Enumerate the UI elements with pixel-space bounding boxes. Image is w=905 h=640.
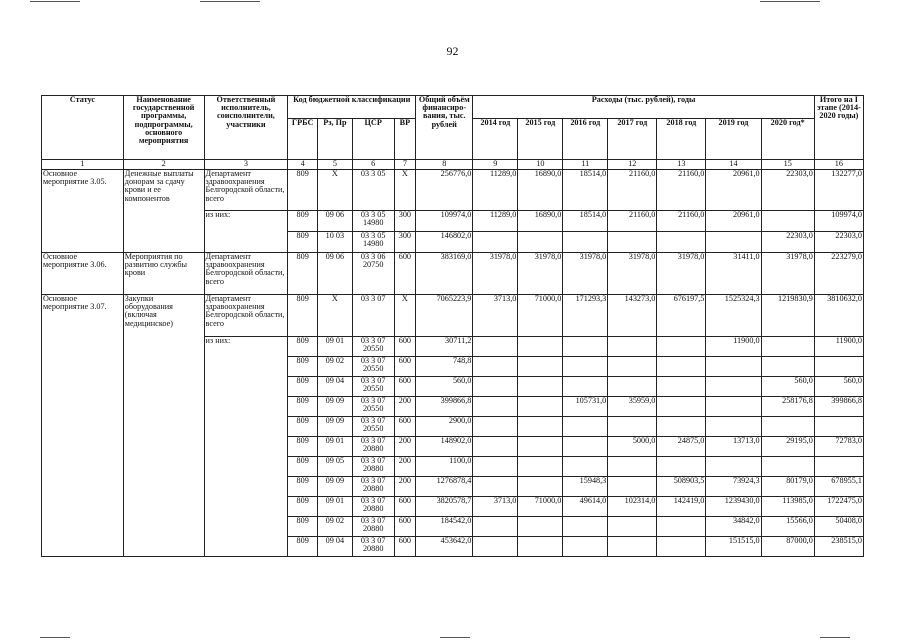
rzpr-cell: 09 02 bbox=[317, 517, 352, 537]
year-value-cell: 31978,0 bbox=[473, 253, 518, 295]
year-value-cell: 1219830,9 bbox=[761, 295, 814, 337]
header-year-2014: 2014 год bbox=[473, 119, 518, 160]
year-value-cell: 22303,0 bbox=[761, 170, 814, 211]
csr-cell: 03 3 07 bbox=[352, 295, 394, 337]
year-value-cell: 142419,0 bbox=[657, 497, 706, 517]
vr-cell: 600 bbox=[394, 537, 415, 557]
column-number: 14 bbox=[706, 160, 761, 170]
year-value-cell: 80179,0 bbox=[761, 477, 814, 497]
rzpr-cell: 10 03 bbox=[317, 232, 352, 253]
table-row bbox=[42, 253, 864, 295]
year-value-cell bbox=[473, 357, 518, 377]
name-cell: Мероприятия по развитию службы крови bbox=[123, 253, 204, 295]
total-volume-cell: 560,0 bbox=[416, 377, 473, 397]
year-value-cell bbox=[608, 357, 657, 377]
year-value-cell bbox=[608, 537, 657, 557]
vr-cell: Х bbox=[394, 295, 415, 337]
grbs-cell: 809 bbox=[288, 537, 318, 557]
header-year-2017: 2017 год bbox=[608, 119, 657, 160]
total-volume-cell: 256776,0 bbox=[416, 170, 473, 211]
budget-table bbox=[41, 95, 864, 557]
year-value-cell bbox=[518, 457, 563, 477]
year-value-cell bbox=[657, 357, 706, 377]
year-value-cell bbox=[706, 232, 761, 253]
year-value-cell bbox=[657, 377, 706, 397]
column-number: 6 bbox=[352, 160, 394, 170]
csr-cell: 03 3 07 20880 bbox=[352, 437, 394, 457]
stage-total-cell: 678955,1 bbox=[814, 477, 863, 497]
status-cell: Основное мероприятие 3.05. bbox=[42, 170, 124, 253]
total-volume-cell: 383169,0 bbox=[416, 253, 473, 295]
year-value-cell bbox=[563, 357, 608, 377]
rzpr-cell: 09 04 bbox=[317, 377, 352, 397]
year-value-cell bbox=[518, 437, 563, 457]
year-value-cell bbox=[563, 337, 608, 357]
year-value-cell: 73924,3 bbox=[706, 477, 761, 497]
year-value-cell bbox=[473, 477, 518, 497]
year-value-cell: 21160,0 bbox=[608, 211, 657, 232]
year-value-cell bbox=[518, 232, 563, 253]
header-total-volume: Общий объём финансиро-вания, тыс. рублей bbox=[416, 96, 473, 160]
year-value-cell: 24875,0 bbox=[657, 437, 706, 457]
year-value-cell bbox=[518, 337, 563, 357]
vr-cell: Х bbox=[394, 170, 415, 211]
responsible-sub-cell: из них: bbox=[204, 211, 288, 253]
header-stage-total: Итого на I этапе (2014-2020 годы) bbox=[814, 96, 863, 160]
year-value-cell bbox=[706, 377, 761, 397]
year-value-cell bbox=[473, 397, 518, 417]
column-number: 13 bbox=[657, 160, 706, 170]
rzpr-cell: Х bbox=[317, 295, 352, 337]
year-value-cell bbox=[563, 537, 608, 557]
year-value-cell: 3713,0 bbox=[473, 295, 518, 337]
year-value-cell bbox=[657, 232, 706, 253]
year-value-cell bbox=[518, 417, 563, 437]
rzpr-cell: 09 06 bbox=[317, 253, 352, 295]
column-number: 4 bbox=[288, 160, 318, 170]
csr-cell: 03 3 07 20880 bbox=[352, 477, 394, 497]
column-number: 11 bbox=[563, 160, 608, 170]
rzpr-cell: 09 09 bbox=[317, 477, 352, 497]
responsible-cell: Департамент здравоохранения Белгородской области, всего bbox=[204, 170, 288, 211]
year-value-cell: 258176,8 bbox=[761, 397, 814, 417]
csr-cell: 03 3 07 20550 bbox=[352, 417, 394, 437]
year-value-cell bbox=[608, 377, 657, 397]
rzpr-cell: 09 01 bbox=[317, 337, 352, 357]
header-vr: ВР bbox=[394, 119, 415, 160]
column-number: 10 bbox=[518, 160, 563, 170]
year-value-cell bbox=[518, 477, 563, 497]
vr-cell: 600 bbox=[394, 497, 415, 517]
total-volume-cell: 3820578,7 bbox=[416, 497, 473, 517]
page-number: 92 bbox=[446, 44, 459, 58]
year-value-cell bbox=[706, 397, 761, 417]
vr-cell: 200 bbox=[394, 437, 415, 457]
year-value-cell: 87000,0 bbox=[761, 537, 814, 557]
rzpr-cell: 09 02 bbox=[317, 357, 352, 377]
status-cell: Основное мероприятие 3.06. bbox=[42, 253, 124, 295]
stage-total-cell: 50408,0 bbox=[814, 517, 863, 537]
grbs-cell: 809 bbox=[288, 211, 318, 232]
grbs-cell: 809 bbox=[288, 253, 318, 295]
total-volume-cell: 184542,0 bbox=[416, 517, 473, 537]
year-value-cell: 29195,0 bbox=[761, 437, 814, 457]
year-value-cell: 13713,0 bbox=[706, 437, 761, 457]
year-value-cell bbox=[563, 517, 608, 537]
csr-cell: 03 3 07 20880 bbox=[352, 497, 394, 517]
stage-total-cell bbox=[814, 357, 863, 377]
total-volume-cell: 1100,0 bbox=[416, 457, 473, 477]
responsible-sub-cell: из них: bbox=[204, 337, 288, 557]
year-value-cell bbox=[563, 232, 608, 253]
year-value-cell bbox=[518, 517, 563, 537]
year-value-cell: 16890,0 bbox=[518, 211, 563, 232]
year-value-cell: 171293,3 bbox=[563, 295, 608, 337]
year-value-cell: 3713,0 bbox=[473, 497, 518, 517]
year-value-cell: 49614,0 bbox=[563, 497, 608, 517]
year-value-cell: 71000,0 bbox=[518, 497, 563, 517]
table-row bbox=[42, 170, 864, 211]
year-value-cell: 31978,0 bbox=[563, 253, 608, 295]
grbs-cell: 809 bbox=[288, 417, 318, 437]
csr-cell: 03 3 07 20880 bbox=[352, 537, 394, 557]
grbs-cell: 809 bbox=[288, 337, 318, 357]
csr-cell: 03 3 05 14980 bbox=[352, 211, 394, 232]
year-value-cell: 151515,0 bbox=[706, 537, 761, 557]
stage-total-cell: 3810632,0 bbox=[814, 295, 863, 337]
year-value-cell bbox=[518, 537, 563, 557]
year-value-cell: 102314,0 bbox=[608, 497, 657, 517]
year-value-cell: 71000,0 bbox=[518, 295, 563, 337]
vr-cell: 600 bbox=[394, 517, 415, 537]
total-volume-cell: 453642,0 bbox=[416, 537, 473, 557]
vr-cell: 600 bbox=[394, 357, 415, 377]
year-value-cell bbox=[761, 457, 814, 477]
year-value-cell: 31411,0 bbox=[706, 253, 761, 295]
year-value-cell bbox=[761, 211, 814, 232]
vr-cell: 600 bbox=[394, 417, 415, 437]
header-csr: ЦСР bbox=[352, 119, 394, 160]
status-cell: Основное мероприятие 3.07. bbox=[42, 295, 124, 557]
year-value-cell bbox=[518, 377, 563, 397]
column-number: 2 bbox=[123, 160, 204, 170]
responsible-cell: Департамент здравоохранения Белгородской области, всего bbox=[204, 295, 288, 337]
scan-line-top-right bbox=[760, 1, 820, 2]
year-value-cell bbox=[608, 477, 657, 497]
grbs-cell: 809 bbox=[288, 295, 318, 337]
stage-total-cell: 399866,8 bbox=[814, 397, 863, 417]
year-value-cell bbox=[657, 457, 706, 477]
name-cell: Денежные выплаты донорам за сдачу крови и ее компонентов bbox=[123, 170, 204, 253]
year-value-cell bbox=[608, 457, 657, 477]
column-number: 7 bbox=[394, 160, 415, 170]
year-value-cell bbox=[473, 517, 518, 537]
rzpr-cell: 09 01 bbox=[317, 497, 352, 517]
header-year-2016: 2016 год bbox=[563, 119, 608, 160]
stage-total-cell bbox=[814, 417, 863, 437]
stage-total-cell: 132277,0 bbox=[814, 170, 863, 211]
year-value-cell bbox=[706, 457, 761, 477]
year-value-cell bbox=[657, 397, 706, 417]
year-value-cell: 31978,0 bbox=[657, 253, 706, 295]
stage-total-cell: 22303,0 bbox=[814, 232, 863, 253]
year-value-cell bbox=[657, 517, 706, 537]
year-value-cell bbox=[563, 417, 608, 437]
csr-cell: 03 3 07 20550 bbox=[352, 337, 394, 357]
year-value-cell: 105731,0 bbox=[563, 397, 608, 417]
year-value-cell: 20961,0 bbox=[706, 170, 761, 211]
total-volume-cell: 399866,8 bbox=[416, 397, 473, 417]
column-number: 12 bbox=[608, 160, 657, 170]
year-value-cell: 560,0 bbox=[761, 377, 814, 397]
header-grbs: ГРБС bbox=[288, 119, 318, 160]
csr-cell: 03 3 07 20880 bbox=[352, 517, 394, 537]
column-number: 5 bbox=[317, 160, 352, 170]
year-value-cell bbox=[761, 417, 814, 437]
header-year-2019: 2019 год bbox=[706, 119, 761, 160]
year-value-cell: 18514,0 bbox=[563, 211, 608, 232]
year-value-cell: 16890,0 bbox=[518, 170, 563, 211]
year-value-cell bbox=[518, 397, 563, 417]
grbs-cell: 809 bbox=[288, 357, 318, 377]
column-number: 9 bbox=[473, 160, 518, 170]
year-value-cell: 20961,0 bbox=[706, 211, 761, 232]
year-value-cell: 18514,0 bbox=[563, 170, 608, 211]
rzpr-cell: 09 09 bbox=[317, 397, 352, 417]
scan-line-bottom-right bbox=[820, 637, 850, 638]
csr-cell: 03 3 06 20750 bbox=[352, 253, 394, 295]
grbs-cell: 809 bbox=[288, 232, 318, 253]
csr-cell: 03 3 07 20550 bbox=[352, 357, 394, 377]
grbs-cell: 809 bbox=[288, 517, 318, 537]
column-number: 16 bbox=[814, 160, 863, 170]
stage-total-cell: 72783,0 bbox=[814, 437, 863, 457]
total-volume-cell: 148902,0 bbox=[416, 437, 473, 457]
rzpr-cell: 09 04 bbox=[317, 537, 352, 557]
csr-cell: 03 3 07 20880 bbox=[352, 457, 394, 477]
year-value-cell bbox=[473, 437, 518, 457]
year-value-cell bbox=[657, 417, 706, 437]
grbs-cell: 809 bbox=[288, 397, 318, 417]
year-value-cell bbox=[657, 537, 706, 557]
rzpr-cell: 09 01 bbox=[317, 437, 352, 457]
grbs-cell: 809 bbox=[288, 497, 318, 517]
table-row bbox=[42, 295, 864, 337]
year-value-cell: 113985,0 bbox=[761, 497, 814, 517]
year-value-cell: 1239430,0 bbox=[706, 497, 761, 517]
csr-cell: 03 3 05 bbox=[352, 170, 394, 211]
year-value-cell: 15566,0 bbox=[761, 517, 814, 537]
column-number: 1 bbox=[42, 160, 124, 170]
year-value-cell: 15948,3 bbox=[563, 477, 608, 497]
year-value-cell bbox=[473, 417, 518, 437]
csr-cell: 03 3 07 20550 bbox=[352, 397, 394, 417]
vr-cell: 200 bbox=[394, 397, 415, 417]
year-value-cell bbox=[608, 337, 657, 357]
total-volume-cell: 1276878,4 bbox=[416, 477, 473, 497]
year-value-cell bbox=[473, 232, 518, 253]
year-value-cell bbox=[563, 457, 608, 477]
scan-line-bottom-left bbox=[40, 637, 70, 638]
year-value-cell: 21160,0 bbox=[657, 170, 706, 211]
year-value-cell: 31978,0 bbox=[608, 253, 657, 295]
grbs-cell: 809 bbox=[288, 477, 318, 497]
vr-cell: 600 bbox=[394, 337, 415, 357]
responsible-cell: Департамент здравоохранения Белгородской области, всего bbox=[204, 253, 288, 295]
scan-line-top-mid bbox=[200, 1, 260, 2]
year-value-cell: 11289,0 bbox=[473, 170, 518, 211]
vr-cell: 200 bbox=[394, 477, 415, 497]
grbs-cell: 809 bbox=[288, 377, 318, 397]
year-value-cell bbox=[473, 457, 518, 477]
year-value-cell: 508903,5 bbox=[657, 477, 706, 497]
year-value-cell bbox=[761, 337, 814, 357]
vr-cell: 600 bbox=[394, 377, 415, 397]
column-number: 8 bbox=[416, 160, 473, 170]
year-value-cell: 21160,0 bbox=[608, 170, 657, 211]
header-year-2020: 2020 год* bbox=[761, 119, 814, 160]
scan-line-top-left bbox=[30, 1, 80, 2]
stage-total-cell: 109974,0 bbox=[814, 211, 863, 232]
year-value-cell bbox=[706, 357, 761, 377]
year-value-cell: 35959,0 bbox=[608, 397, 657, 417]
year-value-cell: 22303,0 bbox=[761, 232, 814, 253]
stage-total-cell: 560,0 bbox=[814, 377, 863, 397]
year-value-cell bbox=[563, 437, 608, 457]
year-value-cell: 11900,0 bbox=[706, 337, 761, 357]
year-value-cell: 5000,0 bbox=[608, 437, 657, 457]
vr-cell: 600 bbox=[394, 253, 415, 295]
header-name: Наименование государственной программы, подпрограммы, основного мероприятия bbox=[123, 96, 204, 160]
name-cell: Закупки оборудования (включая медицинское) bbox=[123, 295, 204, 557]
year-value-cell bbox=[706, 417, 761, 437]
year-value-cell bbox=[563, 377, 608, 397]
header-budget-code: Код бюджетной классификации bbox=[288, 96, 416, 119]
header-rzpr: Рз, Пр bbox=[317, 119, 352, 160]
year-value-cell: 11289,0 bbox=[473, 211, 518, 232]
year-value-cell bbox=[608, 232, 657, 253]
stage-total-cell: 223279,0 bbox=[814, 253, 863, 295]
column-number: 3 bbox=[204, 160, 288, 170]
rzpr-cell: 09 06 bbox=[317, 211, 352, 232]
year-value-cell bbox=[761, 357, 814, 377]
grbs-cell: 809 bbox=[288, 170, 318, 211]
header-year-2018: 2018 год bbox=[657, 119, 706, 160]
rzpr-cell: Х bbox=[317, 170, 352, 211]
year-value-cell bbox=[608, 517, 657, 537]
vr-cell: 200 bbox=[394, 457, 415, 477]
grbs-cell: 809 bbox=[288, 437, 318, 457]
column-number: 15 bbox=[761, 160, 814, 170]
year-value-cell: 34842,0 bbox=[706, 517, 761, 537]
vr-cell: 300 bbox=[394, 232, 415, 253]
stage-total-cell bbox=[814, 457, 863, 477]
rzpr-cell: 09 05 bbox=[317, 457, 352, 477]
year-value-cell bbox=[657, 337, 706, 357]
total-volume-cell: 146802,0 bbox=[416, 232, 473, 253]
csr-cell: 03 3 07 20550 bbox=[352, 377, 394, 397]
header-year-2015: 2015 год bbox=[518, 119, 563, 160]
total-volume-cell: 748,8 bbox=[416, 357, 473, 377]
year-value-cell: 31978,0 bbox=[761, 253, 814, 295]
total-volume-cell: 7065223,9 bbox=[416, 295, 473, 337]
csr-cell: 03 3 05 14980 bbox=[352, 232, 394, 253]
year-value-cell bbox=[608, 417, 657, 437]
header-status: Статус bbox=[42, 96, 124, 160]
year-value-cell: 143273,0 bbox=[608, 295, 657, 337]
total-volume-cell: 109974,0 bbox=[416, 211, 473, 232]
stage-total-cell: 1722475,0 bbox=[814, 497, 863, 517]
header-expenses: Расходы (тыс. рублей), годы bbox=[473, 96, 814, 119]
scan-line-bottom-mid bbox=[440, 637, 470, 638]
year-value-cell: 676197,5 bbox=[657, 295, 706, 337]
stage-total-cell: 238515,0 bbox=[814, 537, 863, 557]
stage-total-cell: 11900,0 bbox=[814, 337, 863, 357]
year-value-cell bbox=[473, 337, 518, 357]
budget-table-body bbox=[42, 170, 864, 557]
year-value-cell bbox=[518, 357, 563, 377]
total-volume-cell: 2900,0 bbox=[416, 417, 473, 437]
grbs-cell: 809 bbox=[288, 457, 318, 477]
year-value-cell bbox=[473, 377, 518, 397]
year-value-cell bbox=[473, 537, 518, 557]
year-value-cell: 21160,0 bbox=[657, 211, 706, 232]
header-responsible: Ответственный исполнитель, соисполнители, участники bbox=[204, 96, 288, 160]
year-value-cell: 31978,0 bbox=[518, 253, 563, 295]
total-volume-cell: 30711,2 bbox=[416, 337, 473, 357]
rzpr-cell: 09 09 bbox=[317, 417, 352, 437]
vr-cell: 300 bbox=[394, 211, 415, 232]
year-value-cell: 1525324,3 bbox=[706, 295, 761, 337]
